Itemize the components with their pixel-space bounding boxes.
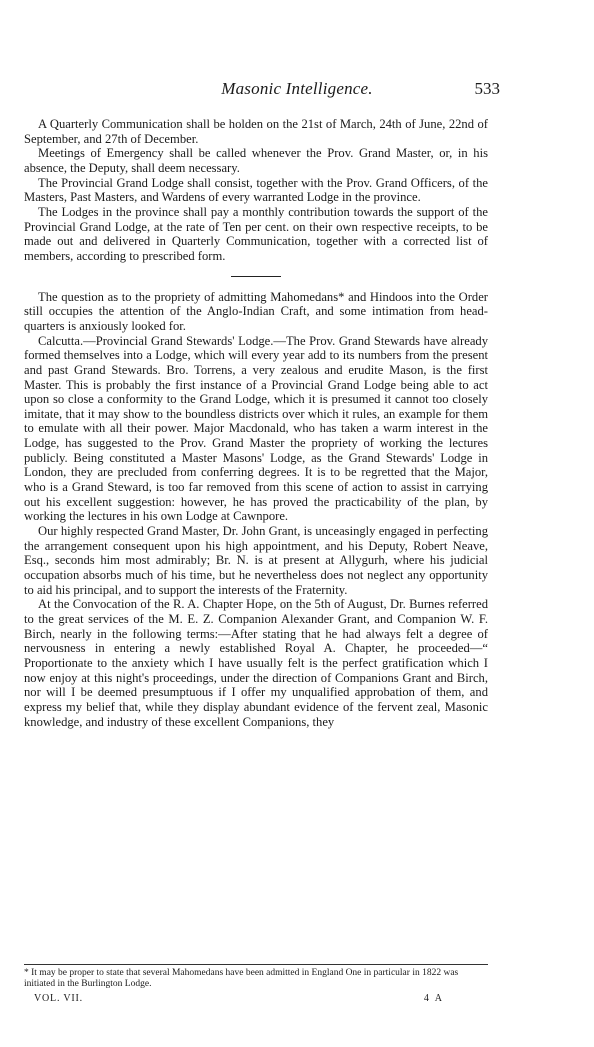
paragraph-quarterly-communication: A Quarterly Communication shall be holden on the 21st of March, 24th of June, 22nd of September, and 27th of December. [24,117,488,146]
footnote: * It may be proper to state that several Mahomedans have been admitted in England One in particular in 1822 was initiated in the Burlington Lodge. [24,968,459,989]
paragraph-mahomedans-question: The question as to the propriety of admitting Mahomedans* and Hindoos into the Order still occupies the attention of the Anglo-Indian Craft, and some intimation from head-quarters is anxiously looked for. [24,289,488,333]
body-text [24,117,488,729]
page-header [0,79,594,101]
paragraph-meetings-of-emergency: Meetings of Emergency shall be called whenever the Prov. Grand Master, or, in his absence, the Deputy, shall deem necessary. [24,146,488,175]
section-divider [231,276,281,277]
running-title: Masonic Intelligence. [221,79,373,98]
paragraph-grand-master: Our highly respected Grand Master, Dr. John Grant, is unceasingly engaged in perfecting the arrangement consequent upon his high appointment, and his Deputy, Robert Neave, Esq., seconds him most admirably; Br. N. is at present at Allygurh, where his judicial occupation absorbs much of his time, but he nevertheless does not neglect any opportunity to aid his principal, and to support the interests of the Fraternity. [24,524,488,597]
page-number: 533 [474,79,500,98]
paragraph-calcutta-stewards-lodge: Calcutta.—Provincial Grand Stewards' Lodge.—The Prov. Grand Stewards have already formed themselves into a Lodge, which will every year add to its numbers from the present and past Grand Stewards. Bro. Torrens, a very zealous and erudite Mason, is the first Master. This is probably the first instance of a Provincial Grand Lodge being able to act upon so close a conformity to the Grand Lodge, which it is presumed it cannot too closely imitate, that it may show to the boundless districts over which it rules, an example for them to emulate with all their power. Major Macdonald, who has taken a warm interest in the Lodge, has suggested to the Prov. Grand Master the propriety of working the lectures publicly. Being constituted a Master Masons' Lodge, as the Grand Stewards' Lodge in London, they are precluded from conferring degrees. It is to be regretted that the Major, who is a Grand Steward, is too far removed from this scene of action to assist in carrying out his excellent suggestion: however, he has proved the practicability of the plan, by working the lectures in his own Lodge at Cawnpore. [24,333,488,524]
paragraph-monthly-contribution: The Lodges in the province shall pay a monthly contribution towards the support of the Provincial Grand Lodge, at the rate of Ten per cent. on their own respective receipts, to be made out and delivered in Quarterly Communication, together with a corrected list of members, according to prescribed form. [24,204,488,263]
paragraph-convocation: At the Convocation of the R. A. Chapter Hope, on the 5th of August, Dr. Burnes referred to the great services of the M. E. Z. Companion Alexander Grant, and Companion W. F. Birch, nearly in the following terms:—After stating that he had always felt a degree of nervousness in entering a newly established Royal A. Chapter, he proceeded—“ Proportionate to the anxiety which I have usually felt is the perfect gratification which I now enjoy at this night's proceedings, under the direction of Companions Grant and Birch, nor will I be deemed presumptuous if I offer my unqualified approbation of them, and express my belief that, while they display abundant evidence of the fervent zeal, Masonic knowledge, and industry of these excellent Companions, they [24,597,488,729]
footnote-divider [24,964,488,965]
volume-label: VOL. VII. [34,993,83,1004]
paragraph-provincial-grand-lodge: The Provincial Grand Lodge shall consist, together with the Prov. Grand Officers, of the Masters, Past Masters, and Wardens of every warranted Lodge in the province. [24,175,488,205]
signature-mark: 4 A [423,993,444,1004]
